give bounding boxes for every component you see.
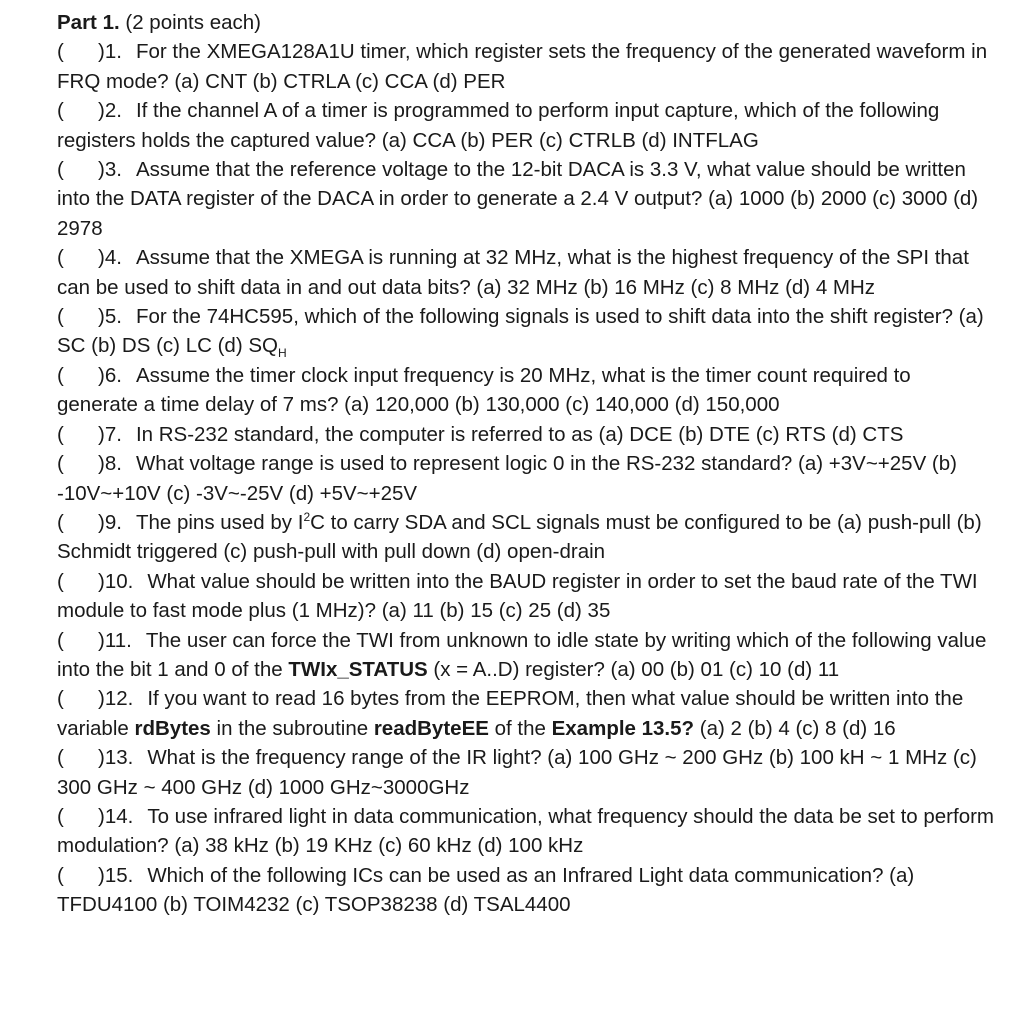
question-number: )5. [98, 305, 122, 329]
variable-name: rdBytes [134, 716, 211, 740]
question-number: )9. [98, 510, 122, 534]
question-text: Assume that the reference voltage to the 12-bit DACA is 3.3 V, what value should be written into the DATA register of the DACA in order to generate a 2.4 V output? (a) 1000 (b) 2000 (c) 3000 (d) 2978 [57, 158, 979, 240]
question-number: )15. [98, 863, 134, 887]
question-text: What voltage range is used to represent logic 0 in the RS-232 standard? (a) +3V~+25V (b) -10V~+10V (c) -3V~-25V (d) +5V~+25V [57, 452, 957, 505]
question-number: )4. [98, 246, 122, 270]
question-text-mid: in the subroutine [210, 716, 374, 740]
question-7 [57, 420, 994, 449]
part-heading [57, 8, 994, 37]
question-6 [57, 361, 994, 420]
question-number: )13. [98, 746, 134, 770]
question-text: The user can force the TWI from unknown to idle state by writing which of the following value into the bit 1 and 0 of the [57, 628, 987, 681]
answer-blank[interactable]: ( [57, 246, 98, 270]
part-label: Part 1. [57, 11, 120, 34]
answer-blank[interactable]: ( [57, 746, 98, 770]
question-text-cont: (x = A..D) register? (a) 00 (b) 01 (c) 10 (d) 11 [427, 657, 840, 681]
question-15 [57, 861, 994, 920]
question-10 [57, 567, 994, 626]
question-text: For the XMEGA128A1U timer, which register sets the frequency of the generated waveform in FRQ mode? (a) CNT (b) CTRLA (c) CCA (d) PER [57, 40, 988, 93]
question-number: )7. [98, 422, 122, 446]
answer-blank[interactable]: ( [57, 628, 98, 652]
question-text-cont: (a) 2 (b) 4 (c) 8 (d) 16 [694, 716, 896, 740]
question-text-cont: C to carry SDA and SCL signals must be configured to be (a) push-pull (b) Schmidt triggered (c) push-pull with pull down (d) open-drain [57, 510, 982, 564]
question-12 [57, 684, 994, 743]
question-number: )6. [98, 363, 122, 387]
question-13 [57, 743, 994, 802]
answer-blank[interactable]: ( [57, 569, 98, 593]
subroutine-name: readByteEE [373, 716, 489, 740]
example-reference: Example 13.5? [551, 716, 695, 740]
question-3 [57, 155, 994, 243]
question-number: )3. [98, 158, 122, 182]
answer-blank[interactable]: ( [57, 158, 98, 182]
question-text: Assume that the XMEGA is running at 32 MHz, what is the highest frequency of the SPI that can be used to shift data in and out data bits? (a) 32 MHz (b) 16 MHz (c) 8 MHz (d) 4 MHz [57, 246, 969, 299]
answer-blank[interactable]: ( [57, 40, 98, 64]
question-number: )8. [98, 452, 122, 476]
answer-blank[interactable]: ( [57, 363, 98, 387]
answer-blank[interactable]: ( [57, 422, 98, 446]
question-text: For the 74HC595, which of the following signals is used to shift data into the shift register? (a) SC (b) DS (c) LC (d) SQ [57, 305, 984, 358]
question-text: What value should be written into the BAUD register in order to set the baud rate of the TWI module to fast mode plus (1 MHz)? (a) 11 (b) 15 (c) 25 (d) 35 [57, 569, 978, 623]
question-number: )1. [98, 40, 122, 64]
question-number: )14. [98, 804, 134, 828]
question-number: )11. [98, 628, 132, 652]
question-text: Which of the following ICs can be used as an Infrared Light data communication? (a) TFDU4100 (b) TOIM4232 (c) TSOP38238 (d) TSAL4400 [57, 863, 915, 917]
answer-blank[interactable]: ( [57, 804, 98, 828]
answer-blank[interactable]: ( [57, 305, 98, 329]
question-text: If you want to read 16 bytes from the EEPROM, then what value should be written into the variable [57, 687, 964, 740]
question-number: )12. [98, 687, 134, 711]
question-1 [57, 37, 994, 96]
question-text: What is the frequency range of the IR light? (a) 100 GHz ~ 200 GHz (b) 100 kH ~ 1 MHz (c) 300 GHz ~ 400 GHz (d) 1000 GHz~3000GHz [57, 746, 977, 799]
answer-blank[interactable]: ( [57, 452, 98, 476]
question-text: The pins used by I [135, 510, 304, 534]
question-text: To use infrared light in data communication, what frequency should the data be set to perform modulation? (a) 38 kHz (b) 19 KHz (c) 60 kHz (d) 100 kHz [57, 804, 995, 858]
answer-blank[interactable]: ( [57, 863, 98, 887]
question-list [57, 37, 994, 919]
answer-blank[interactable]: ( [57, 510, 98, 534]
question-text: In RS-232 standard, the computer is referred to as (a) DCE (b) DTE (c) RTS (d) CTS [135, 422, 904, 446]
question-number: )2. [98, 99, 122, 123]
points-note: (2 points each) [125, 11, 261, 34]
question-9 [57, 508, 994, 567]
answer-blank[interactable]: ( [57, 687, 98, 711]
register-name: TWIx_STATUS [288, 657, 428, 681]
answer-blank[interactable]: ( [57, 99, 98, 123]
superscript-2: 2 [303, 510, 311, 525]
question-5 [57, 302, 994, 361]
question-2 [57, 96, 994, 155]
question-text: Assume the timer clock input frequency is 20 MHz, what is the timer count required to generate a time delay of 7 ms? (a) 120,000 (b) 130,000 (c) 140,000 (d) 150,000 [57, 363, 911, 417]
question-number: )10. [98, 569, 134, 593]
question-text-mid: of the [488, 716, 552, 740]
question-8 [57, 449, 994, 508]
question-4 [57, 243, 994, 302]
question-11 [57, 626, 994, 685]
subscript-h: H [277, 346, 287, 361]
question-14 [57, 802, 994, 861]
question-text: If the channel A of a timer is programmed to perform input capture, which of the following registers holds the captured value? (a) CCA (b) PER (c) CTRLB (d) INTFLAG [57, 99, 940, 152]
